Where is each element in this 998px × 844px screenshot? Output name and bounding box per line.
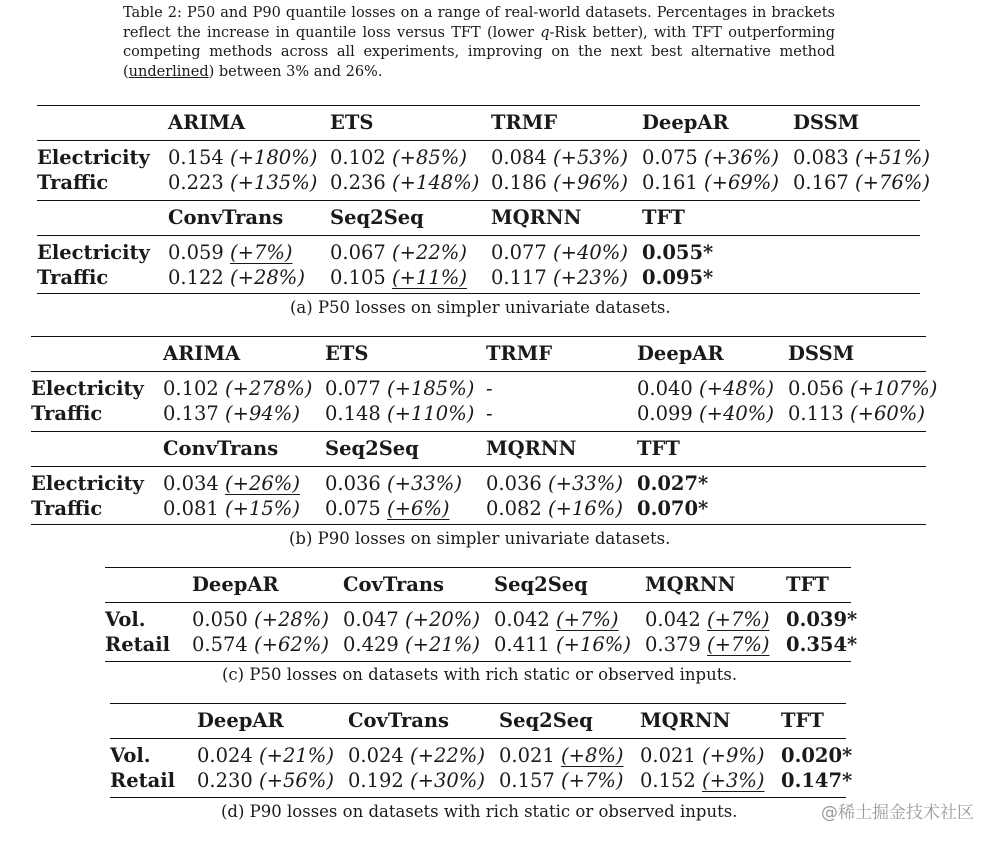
- header-cell: ETS: [330, 111, 374, 134]
- header-cell: DeepAR: [192, 573, 279, 596]
- best-value-cell: 0.354*: [786, 633, 858, 656]
- subtable-caption: (b) P90 losses on simpler univariate datasets.: [289, 529, 671, 548]
- header-cell: Seq2Seq: [494, 573, 588, 596]
- mid-rule: [31, 466, 926, 467]
- header-cell: MQRNN: [640, 709, 731, 732]
- subtable-caption: (c) P50 losses on datasets with rich static or observed inputs.: [222, 665, 738, 684]
- value-cell: 0.059 (+7%): [168, 241, 293, 264]
- top-rule: [31, 336, 926, 337]
- value-cell: 0.137 (+94%): [163, 402, 300, 425]
- value-cell: 0.574 (+62%): [192, 633, 329, 656]
- value-cell: 0.105 (+11%): [330, 266, 467, 289]
- best-value-cell: 0.039*: [786, 608, 858, 631]
- header-cell: MQRNN: [491, 206, 582, 229]
- value-cell: 0.186 (+96%): [491, 171, 628, 194]
- value-cell: 0.230 (+56%): [197, 769, 334, 792]
- header-cell: CovTrans: [343, 573, 445, 596]
- value-cell: 0.077 (+185%): [325, 377, 475, 400]
- best-value-cell: 0.055*: [642, 241, 714, 264]
- value-cell: 0.084 (+53%): [491, 146, 628, 169]
- header-cell: ConvTrans: [168, 206, 284, 229]
- value-cell: 0.122 (+28%): [168, 266, 305, 289]
- row-label: Retail: [110, 769, 176, 792]
- value-cell: 0.148 (+110%): [325, 402, 475, 425]
- value-cell: 0.083 (+51%): [793, 146, 930, 169]
- header-cell: Seq2Seq: [499, 709, 593, 732]
- header-cell: ARIMA: [168, 111, 246, 134]
- value-cell: 0.161 (+69%): [642, 171, 779, 194]
- header-cell: CovTrans: [348, 709, 450, 732]
- row-label: Vol.: [105, 608, 146, 631]
- value-cell: 0.021 (+8%): [499, 744, 624, 767]
- row-label: Electricity: [37, 241, 150, 264]
- value-cell: 0.113 (+60%): [788, 402, 925, 425]
- value-cell: 0.411 (+16%): [494, 633, 631, 656]
- mid-rule: [110, 738, 846, 739]
- row-label: Traffic: [37, 266, 109, 289]
- header-cell: DSSM: [793, 111, 860, 134]
- best-value-cell: 0.070*: [637, 497, 709, 520]
- row-label: Traffic: [37, 171, 109, 194]
- header-cell: ETS: [325, 342, 369, 365]
- value-cell: 0.042 (+7%): [494, 608, 619, 631]
- header-cell: Seq2Seq: [325, 437, 419, 460]
- row-label: Electricity: [31, 472, 144, 495]
- table-caption: Table 2: P50 and P90 quantile losses on a range of real-world datasets. Percentages in brackets reflect the increase in quantile loss versus TFT (lower q-Risk better), with TFT outperforming competing methods across all experiments, improving on the next best alternative method (underlined) between 3% and 26%.: [123, 5, 835, 80]
- header-cell: MQRNN: [486, 437, 577, 460]
- value-cell: 0.036 (+33%): [325, 472, 462, 495]
- top-rule: [37, 105, 920, 106]
- header-cell: Seq2Seq: [330, 206, 424, 229]
- header-cell: DeepAR: [197, 709, 284, 732]
- value-cell: 0.223 (+135%): [168, 171, 318, 194]
- bottom-rule: [31, 524, 926, 525]
- value-cell: 0.034 (+26%): [163, 472, 300, 495]
- value-cell: 0.075 (+6%): [325, 497, 450, 520]
- value-cell: 0.047 (+20%): [343, 608, 480, 631]
- mid-rule: [37, 140, 920, 141]
- value-cell: 0.167 (+76%): [793, 171, 930, 194]
- value-cell: 0.117 (+23%): [491, 266, 628, 289]
- mid-rule: [31, 371, 926, 372]
- value-cell: 0.099 (+40%): [637, 402, 774, 425]
- value-cell: 0.042 (+7%): [645, 608, 770, 631]
- best-value-cell: 0.027*: [637, 472, 709, 495]
- best-value-cell: 0.095*: [642, 266, 714, 289]
- header-cell: TFT: [781, 709, 824, 732]
- value-cell: 0.152 (+3%): [640, 769, 765, 792]
- value-cell: 0.075 (+36%): [642, 146, 779, 169]
- value-cell: 0.102 (+278%): [163, 377, 313, 400]
- value-cell: 0.067 (+22%): [330, 241, 467, 264]
- row-label: Electricity: [37, 146, 150, 169]
- value-cell: 0.081 (+15%): [163, 497, 300, 520]
- mid-rule: [31, 431, 926, 432]
- value-cell: 0.024 (+21%): [197, 744, 334, 767]
- header-cell: TFT: [642, 206, 685, 229]
- bottom-rule: [37, 293, 920, 294]
- watermark: @稀土掘金技术社区: [821, 803, 974, 823]
- header-cell: MQRNN: [645, 573, 736, 596]
- header-cell: TRMF: [491, 111, 558, 134]
- header-cell: TFT: [637, 437, 680, 460]
- mid-rule: [37, 235, 920, 236]
- value-cell: 0.040 (+48%): [637, 377, 774, 400]
- value-cell: 0.021 (+9%): [640, 744, 765, 767]
- header-cell: DeepAR: [637, 342, 724, 365]
- header-cell: TRMF: [486, 342, 553, 365]
- value-cell: 0.236 (+148%): [330, 171, 480, 194]
- value-cell: 0.050 (+28%): [192, 608, 329, 631]
- value-cell: 0.154 (+180%): [168, 146, 318, 169]
- header-cell: ConvTrans: [163, 437, 279, 460]
- row-label: Vol.: [110, 744, 151, 767]
- row-label: Retail: [105, 633, 171, 656]
- value-cell: 0.429 (+21%): [343, 633, 480, 656]
- header-cell: ARIMA: [163, 342, 241, 365]
- value-cell: 0.024 (+22%): [348, 744, 485, 767]
- header-cell: TFT: [786, 573, 829, 596]
- bottom-rule: [105, 661, 851, 662]
- top-rule: [110, 703, 846, 704]
- value-cell: -: [486, 377, 493, 400]
- value-cell: 0.056 (+107%): [788, 377, 938, 400]
- best-value-cell: 0.020*: [781, 744, 853, 767]
- value-cell: 0.379 (+7%): [645, 633, 770, 656]
- mid-rule: [37, 200, 920, 201]
- mid-rule: [105, 602, 851, 603]
- value-cell: 0.157 (+7%): [499, 769, 624, 792]
- value-cell: 0.036 (+33%): [486, 472, 623, 495]
- row-label: Electricity: [31, 377, 144, 400]
- row-label: Traffic: [31, 497, 103, 520]
- value-cell: 0.082 (+16%): [486, 497, 623, 520]
- value-cell: 0.102 (+85%): [330, 146, 467, 169]
- subtable-caption: (d) P90 losses on datasets with rich static or observed inputs.: [221, 802, 738, 821]
- row-label: Traffic: [31, 402, 103, 425]
- value-cell: -: [486, 402, 493, 425]
- header-cell: DeepAR: [642, 111, 729, 134]
- bottom-rule: [110, 797, 846, 798]
- header-cell: DSSM: [788, 342, 855, 365]
- subtable-caption: (a) P50 losses on simpler univariate datasets.: [290, 298, 671, 317]
- top-rule: [105, 567, 851, 568]
- value-cell: 0.077 (+40%): [491, 241, 628, 264]
- best-value-cell: 0.147*: [781, 769, 853, 792]
- value-cell: 0.192 (+30%): [348, 769, 485, 792]
